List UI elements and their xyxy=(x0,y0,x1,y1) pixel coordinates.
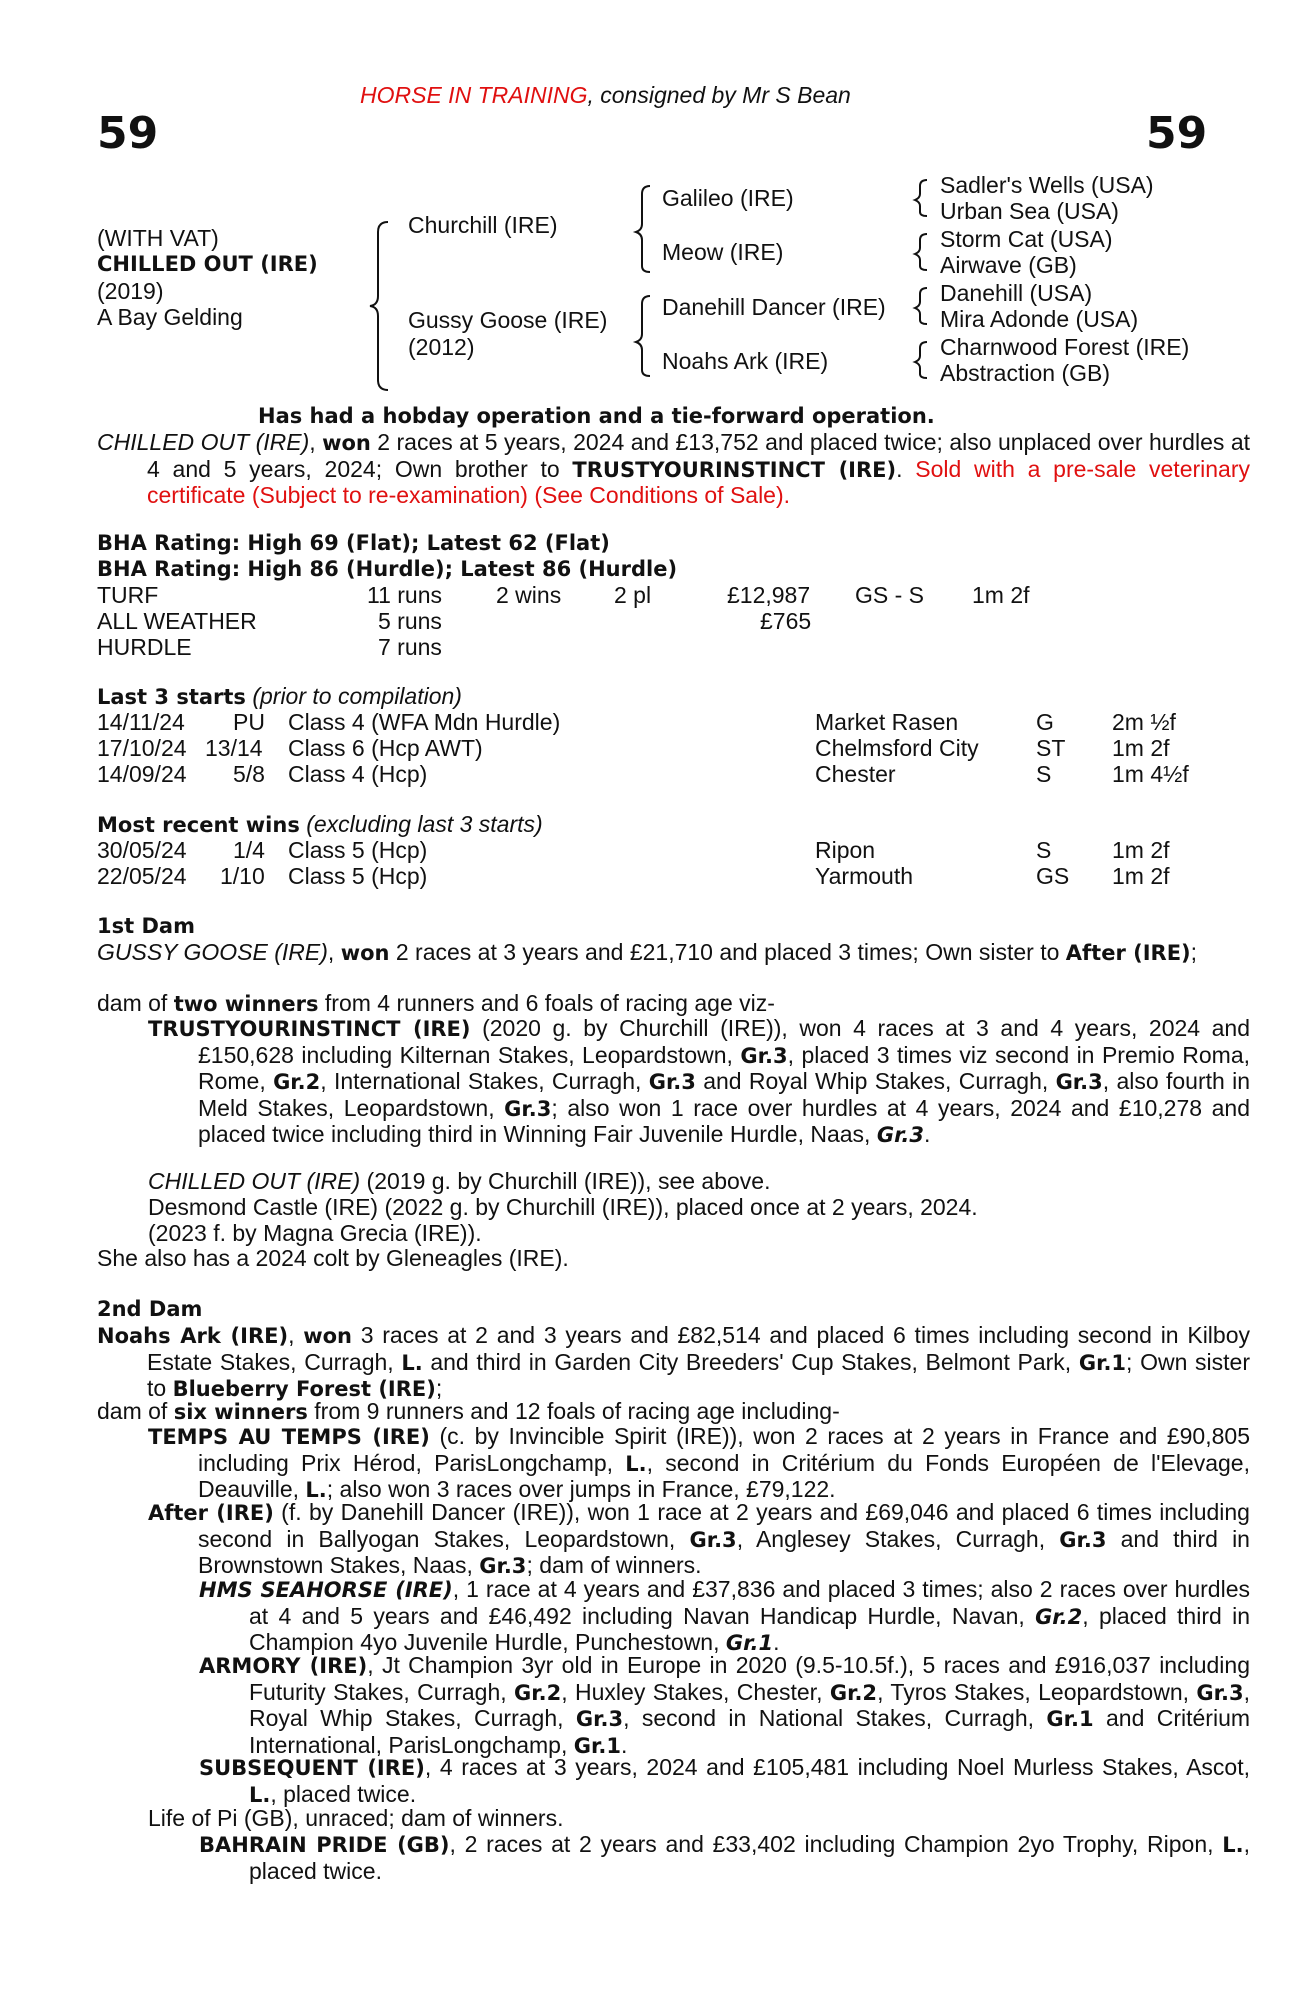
produce-subsequent xyxy=(199,1755,1250,1808)
first-dam-summary: GUSSY GOOSE (IRE), won 2 races at 3 years and £21,710 and placed 3 times; Own sister to After (IRE); xyxy=(97,939,1198,965)
start-going: S xyxy=(1036,761,1052,787)
produce-text: . xyxy=(773,1629,780,1655)
start-class: Class 4 (WFA Mdn Hurdle) xyxy=(288,709,561,735)
lot-number-left: 59 xyxy=(97,108,159,159)
record-wins: 2 wins xyxy=(496,582,562,608)
produce-text: , Tyros Stakes, Leopardstown, xyxy=(877,1678,1197,1705)
record-row-hurdle xyxy=(0,635,1315,661)
grade-label: Gr.3 xyxy=(1196,1680,1244,1705)
produce-text: ; also won 1 race over hurdles at 4 years, 2024 and £10,278 and placed twice including third in Winning Fair Juvenile Hurdle, Naas, xyxy=(198,1094,1251,1147)
start-course: Chelmsford City xyxy=(815,735,979,761)
start-date: 14/09/24 xyxy=(97,761,187,787)
start-going: G xyxy=(1036,709,1054,735)
produce-text: , placed 3 times viz second in Premio Roma, Rome, xyxy=(198,1041,1250,1094)
start-class: Class 6 (Hcp AWT) xyxy=(288,735,483,761)
table-row xyxy=(0,762,1315,788)
produce-text: and third in Brownstown Stakes, Naas, xyxy=(198,1525,1250,1578)
produce-name: After (IRE) xyxy=(148,1501,274,1525)
produce-text: (c. by Invincible Spirit (IRE)), won 2 races at 2 years in France and £90,805 including Prix Hérod, ParisLongchamp, xyxy=(198,1423,1250,1476)
grade-label: Gr.1 xyxy=(573,1733,621,1758)
win-course: Yarmouth xyxy=(815,863,914,889)
dam-name: Gussy Goose (IRE) xyxy=(408,307,608,333)
produce-armory xyxy=(199,1653,1250,1759)
ggp-5: Danehill (USA) xyxy=(940,280,1093,306)
record-runs: 7 runs xyxy=(378,634,442,660)
grade-label: Gr.2 xyxy=(273,1070,321,1094)
listed-label: L. xyxy=(1222,1833,1244,1857)
second-dam-summary: Noahs Ark (IRE), won 3 races at 2 and 3 years and £82,514 and placed 6 times including second in Kilboy Estate Stakes, Curragh, L. and third in Garden City Breeders' Cup Stakes, Belmont Park, Gr.1; Own sister to Blueberry Forest (IRE); xyxy=(97,1322,1250,1401)
ggp-2: Urban Sea (USA) xyxy=(940,198,1119,224)
record-row-turf xyxy=(0,583,1315,609)
win-class: Class 5 (Hcp) xyxy=(288,837,428,863)
sire-sire: Galileo (IRE) xyxy=(662,185,794,211)
record-runs: 11 runs xyxy=(367,582,443,608)
dam2-won: won xyxy=(303,1324,352,1348)
start-date: 17/10/24 xyxy=(97,735,187,761)
start-class: Class 4 (Hcp) xyxy=(288,761,428,787)
dam1-name: GUSSY GOOSE (IRE) xyxy=(97,939,328,965)
sire-dam: Meow (IRE) xyxy=(662,239,784,265)
table-row xyxy=(0,736,1315,762)
win-course: Ripon xyxy=(815,837,876,863)
record-distance: 1m 2f xyxy=(972,582,1030,608)
produce-text: , Anglesey Stakes, Curragh, xyxy=(736,1525,1060,1552)
last3-subtitle: (prior to compilation) xyxy=(245,683,462,709)
grade-label: Gr.3 xyxy=(1059,1527,1107,1552)
produce-text: ; also won 3 races over jumps in France, £79,122. xyxy=(326,1476,836,1502)
horse-summary: CHILLED OUT (IRE), won 2 races at 5 years, 2024 and £13,752 and placed twice; also unplaced over hurdles at 4 and 5 years, 2024; Own brother to TRUSTYOURINSTINCT (IRE). Sold with a pre-sale veterinary certificate (Subject to re-examination) (See Conditions of Sale). xyxy=(97,429,1251,508)
table-row xyxy=(0,710,1315,736)
dam1-produce-text: from 4 runners and 6 foals of racing age viz- xyxy=(318,990,775,1016)
recent-wins-heading xyxy=(97,812,543,839)
produce-desmond-castle: Desmond Castle (IRE) (2022 g. by Churchill (IRE)), placed once at 2 years, 2024. xyxy=(148,1194,978,1220)
produce-text: , second in Critérium du Fonds Européen de l'Elevage, Deauville, xyxy=(198,1449,1250,1502)
last3-heading xyxy=(97,684,462,711)
listed-label: L. xyxy=(305,1478,327,1502)
produce-name: ARMORY (IRE) xyxy=(199,1654,368,1678)
win-position: 1/10 xyxy=(220,863,265,889)
produce-text: , also fourth in Meld Stakes, Leopardstown, xyxy=(198,1068,1251,1121)
sire-name: Churchill (IRE) xyxy=(408,212,558,238)
record-money: £12,987 xyxy=(727,582,811,608)
produce-text: and Royal Whip Stakes, Curragh, xyxy=(695,1068,1056,1094)
bha-rating-hurdle: BHA Rating: High 86 (Hurdle); Latest 86 (Hurdle) xyxy=(97,557,678,581)
produce-bahrain-pride xyxy=(199,1832,1250,1884)
produce-after xyxy=(148,1500,1250,1580)
start-distance: 2m ½f xyxy=(1112,709,1176,735)
summary-brother: TRUSTYOURINSTINCT (IRE) xyxy=(572,457,897,482)
start-course: Chester xyxy=(815,761,896,787)
produce-text: , International Stakes, Curragh, xyxy=(320,1068,649,1094)
grade-label: Gr.3 xyxy=(575,1707,624,1731)
operation-note: Has had a hobday operation and a tie-forward operation. xyxy=(258,404,935,428)
start-position: PU xyxy=(233,709,265,735)
horse-in-training-label: HORSE IN TRAINING xyxy=(360,82,588,108)
horse-description: A Bay Gelding xyxy=(97,304,243,330)
dam2-damof: dam of xyxy=(97,1398,174,1424)
dam1-semi: ; xyxy=(1190,939,1198,965)
produce-hms-seahorse xyxy=(199,1577,1250,1657)
dam1-damof: dam of xyxy=(97,990,174,1016)
grade-label: Gr.2 xyxy=(514,1680,562,1705)
grade-label: Gr.3 xyxy=(648,1070,696,1094)
brace-sire xyxy=(636,186,650,272)
produce-text: , 1 race at 4 years and £37,836 and placed 3 times; also 2 races over hurdles at 4 and 5 years and £46,492 including Navan Handicap Hurdle, Navan, xyxy=(249,1576,1250,1629)
start-course: Market Rasen xyxy=(815,709,959,735)
produce-text: , Royal Whip Stakes, Curragh, xyxy=(249,1678,1250,1731)
record-placed: 2 pl xyxy=(614,582,652,608)
dam-sire: Danehill Dancer (IRE) xyxy=(662,294,886,320)
record-surface: ALL WEATHER xyxy=(97,608,257,634)
produce-text: (2019 g. by Churchill (IRE)), see above. xyxy=(360,1168,771,1194)
recent-title: Most recent wins xyxy=(97,813,300,837)
produce-chilled-out xyxy=(148,1169,771,1195)
produce-name: SUBSEQUENT (IRE) xyxy=(199,1756,425,1780)
ggp-8: Abstraction (GB) xyxy=(940,360,1110,386)
produce-text: . xyxy=(620,1731,628,1758)
win-date: 22/05/24 xyxy=(97,863,187,889)
dam2-sister: Blueberry Forest (IRE) xyxy=(172,1377,436,1401)
win-going: GS xyxy=(1036,863,1070,889)
dam1-winners: two winners xyxy=(173,992,319,1016)
start-distance: 1m 2f xyxy=(1112,735,1170,761)
brace-ds xyxy=(915,288,927,324)
summary-text: 2 races at 5 years, 2024 and £13,752 and placed twice; also unplaced over hurdles at 4 and 5 years, 2024; Own brother to xyxy=(147,429,1250,482)
summary-won: won xyxy=(322,431,371,455)
produce-temps-au-temps xyxy=(148,1424,1250,1504)
grade-label: Gr.3 xyxy=(876,1123,925,1147)
win-distance: 1m 2f xyxy=(1112,837,1170,863)
brace-sd xyxy=(915,234,927,270)
produce-2024-colt: She also has a 2024 colt by Gleneagles (IRE). xyxy=(97,1245,569,1271)
listed-label: L. xyxy=(625,1451,647,1476)
record-surface: HURDLE xyxy=(97,634,192,660)
last3-title: Last 3 starts xyxy=(97,685,246,709)
produce-text: (2020 g. by Churchill (IRE)), won 4 races at 3 and 4 years, 2024 and £150,628 including Kilternan Stakes, Leopardstown, xyxy=(198,1015,1251,1068)
start-distance: 1m 4½f xyxy=(1112,761,1189,787)
grade-label: Gr.3 xyxy=(740,1043,788,1068)
sold-note: Sold with a pre-sale veterinary certificate (Subject to re-examination) (See Conditions of Sale). xyxy=(147,455,1251,508)
brace-dam xyxy=(636,296,650,376)
win-class: Class 5 (Hcp) xyxy=(288,863,428,889)
win-going: S xyxy=(1036,837,1052,863)
record-going: GS - S xyxy=(855,582,925,608)
produce-text: , 4 races at 3 years, 2024 and £105,481 including Noel Murless Stakes, Ascot, xyxy=(424,1754,1250,1780)
dam1-text: 2 races at 3 years and £21,710 and placed 3 times; Own sister to xyxy=(389,939,1066,965)
listed-label: L. xyxy=(401,1350,423,1375)
produce-text: , 2 races at 2 years and £33,402 including Champion 2yo Trophy, Ripon, xyxy=(449,1831,1223,1857)
win-date: 30/05/24 xyxy=(97,837,187,863)
ggp-1: Sadler's Wells (USA) xyxy=(940,172,1154,198)
dam2-text: ; Own sister to xyxy=(147,1348,1250,1401)
horse-name: CHILLED OUT (IRE) xyxy=(97,252,318,276)
horse-year: (2019) xyxy=(97,278,164,304)
ggp-3: Storm Cat (USA) xyxy=(940,226,1113,252)
grade-label: Gr.2 xyxy=(1035,1604,1083,1629)
start-position: 5/8 xyxy=(233,761,265,787)
produce-text: (f. by Danehill Dancer (IRE)), won 1 race at 2 years and £69,046 and placed 6 times including second in Ballyogan Stakes, Leopardstown, xyxy=(198,1499,1250,1552)
produce-2023-filly: (2023 f. by Magna Grecia (IRE)). xyxy=(148,1220,482,1246)
first-dam-heading: 1st Dam xyxy=(97,914,195,938)
dam-year: (2012) xyxy=(408,334,475,360)
grade-label: Gr.3 xyxy=(479,1554,527,1578)
dam1-sister: After (IRE) xyxy=(1065,941,1191,965)
dam2-semi: ; xyxy=(435,1375,443,1401)
produce-text: , Huxley Stakes, Chester, xyxy=(561,1678,830,1705)
dam2-winners: six winners xyxy=(173,1400,308,1424)
dam2-produce-line xyxy=(97,1399,840,1426)
dam2-name: Noahs Ark (IRE) xyxy=(97,1324,289,1348)
bha-rating-flat: BHA Rating: High 69 (Flat); Latest 62 (Flat) xyxy=(97,531,610,555)
dam-dam: Noahs Ark (IRE) xyxy=(662,348,829,374)
ggp-7: Charnwood Forest (IRE) xyxy=(940,334,1190,360)
listed-label: L. xyxy=(249,1782,271,1807)
produce-text: , placed twice. xyxy=(270,1780,417,1807)
produce-text: , second in National Stakes, Curragh, xyxy=(623,1705,1047,1731)
grade-label: Gr.3 xyxy=(689,1527,737,1552)
lot-number-right: 59 xyxy=(1146,108,1208,159)
table-row xyxy=(0,864,1315,890)
grade-label: Gr.3 xyxy=(504,1096,552,1121)
table-row xyxy=(0,838,1315,864)
start-going: ST xyxy=(1036,735,1066,761)
vat-label: (WITH VAT) xyxy=(97,225,219,251)
summary-dot: . xyxy=(896,455,903,482)
produce-name: BAHRAIN PRIDE (GB) xyxy=(199,1833,450,1857)
consignor-label: , consigned by Mr S Bean xyxy=(587,82,851,108)
grade-label: Gr.1 xyxy=(1078,1350,1127,1375)
summary-horse-name: CHILLED OUT (IRE) xyxy=(97,429,310,455)
produce-name: TEMPS AU TEMPS (IRE) xyxy=(148,1425,430,1449)
produce-name: HMS SEAHORSE (IRE) xyxy=(199,1578,453,1602)
produce-text: ; dam of winners. xyxy=(526,1552,702,1578)
win-position: 1/4 xyxy=(233,837,265,863)
dam2-text: and third in Garden City Breeders' Cup Stakes, Belmont Park, xyxy=(422,1348,1079,1375)
record-row-aw xyxy=(0,609,1315,635)
brace-main xyxy=(370,222,388,390)
grade-label: Gr.2 xyxy=(829,1680,878,1705)
produce-text: , Jt Champion 3yr old in Europe in 2020 (9.5-10.5f.), 5 races and £916,037 including Futurity Stakes, Curragh, xyxy=(249,1652,1250,1705)
grade-label: Gr.3 xyxy=(1055,1070,1103,1094)
record-money: £765 xyxy=(760,608,812,634)
ggp-6: Mira Adonde (USA) xyxy=(940,306,1139,332)
record-runs: 5 runs xyxy=(378,608,442,634)
produce-life-of-pi: Life of Pi (GB), unraced; dam of winners. xyxy=(148,1805,564,1831)
produce-text: . xyxy=(924,1121,931,1147)
dam1-won: won xyxy=(340,941,390,965)
ggp-4: Airwave (GB) xyxy=(940,252,1077,278)
produce-text: , placed third in Champion 4yo Juvenile Hurdle, Punchestown, xyxy=(249,1602,1250,1655)
brace-ss xyxy=(915,180,927,216)
produce-name: CHILLED OUT (IRE) xyxy=(148,1168,361,1194)
produce-name: TRUSTYOURINSTINCT (IRE) xyxy=(148,1017,471,1041)
produce-trustyourinstinct xyxy=(148,1016,1250,1149)
dam2-text: 3 races at 2 and 3 years and £82,514 and placed 6 times including second in Kilboy Estate Stakes, Curragh, xyxy=(147,1322,1250,1375)
record-surface: TURF xyxy=(97,582,159,608)
brace-dd xyxy=(915,342,927,378)
produce-text: , placed twice. xyxy=(249,1831,1251,1884)
grade-label: Gr.1 xyxy=(725,1631,774,1655)
start-position: 13/14 xyxy=(205,735,263,761)
dam2-produce-text: from 9 runners and 12 foals of racing age including- xyxy=(307,1398,840,1424)
dam1-produce-line xyxy=(97,991,775,1018)
win-distance: 1m 2f xyxy=(1112,863,1170,889)
start-date: 14/11/24 xyxy=(97,709,185,735)
second-dam-heading: 2nd Dam xyxy=(97,1297,203,1321)
grade-label: Gr.1 xyxy=(1046,1707,1094,1731)
recent-subtitle: (excluding last 3 starts) xyxy=(299,811,543,837)
produce-text: and Critérium International, ParisLongchamp, xyxy=(249,1705,1251,1758)
